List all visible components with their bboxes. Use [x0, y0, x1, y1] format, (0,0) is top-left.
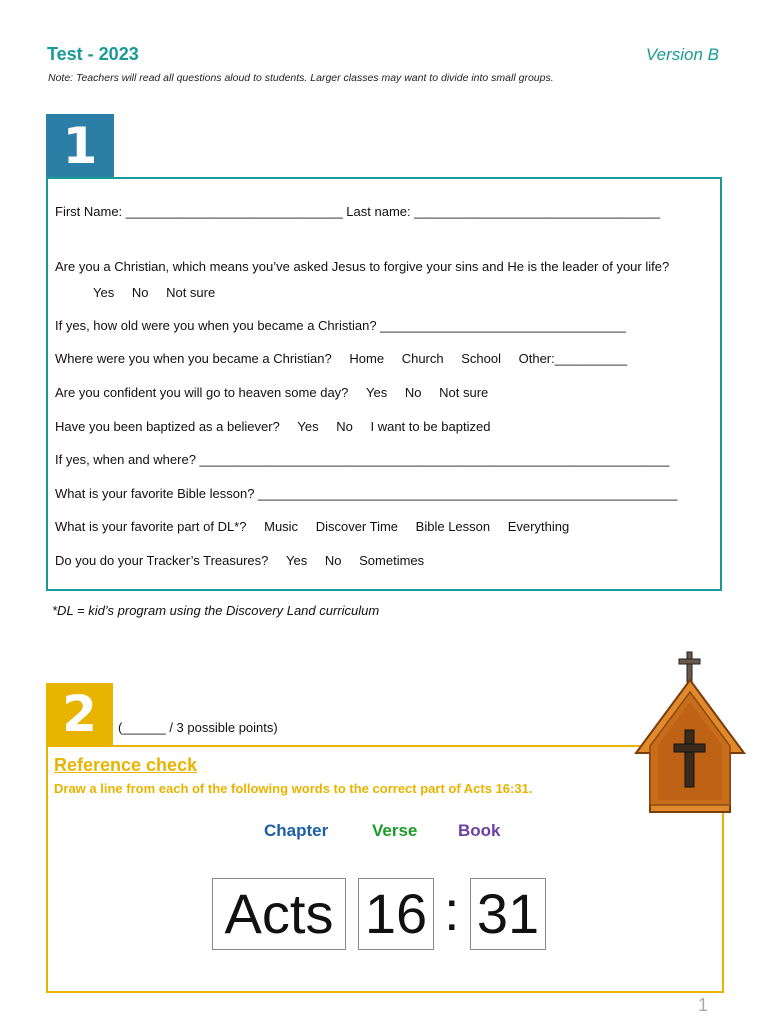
reference-verse-box[interactable]: 31	[470, 878, 546, 950]
reference-instruction: Draw a line from each of the following words to the correct part of Acts 16:31.	[54, 781, 533, 796]
reference-check-title: Reference check	[54, 755, 198, 775]
option[interactable]: Bible Lesson	[415, 519, 491, 534]
reference-colon: :	[444, 879, 460, 942]
when-where-question: If yes, when and where? _________________________________________________________________	[55, 452, 670, 467]
points-label: (______ / 3 possible points)	[118, 720, 278, 735]
christian-question: Are you a Christian, which means you’ve asked Jesus to forgive your sins and He is the leader of your life?	[55, 259, 670, 274]
option[interactable]: Not sure	[166, 285, 216, 300]
teacher-note: Note: Teachers will read all questions aloud to students. Larger classes may want to divide into small groups.	[48, 72, 554, 84]
where-question	[55, 351, 627, 366]
option[interactable]: No	[324, 553, 342, 568]
version-label: Version B	[645, 45, 719, 64]
dl-footnote: *DL = kid’s program using the Discovery Land curriculum	[52, 603, 380, 618]
option[interactable]: School	[461, 351, 501, 366]
page-number: 1	[697, 995, 708, 1015]
option[interactable]: Music	[264, 519, 299, 534]
section-2-number: 2	[46, 683, 113, 746]
word-book[interactable]: Book	[458, 821, 501, 840]
option[interactable]: Yes	[366, 385, 388, 400]
option[interactable]: Yes	[297, 419, 319, 434]
page-title: Test - 2023	[47, 44, 139, 64]
name-question: First Name: ______________________________ Last name: __________________________________	[55, 204, 661, 219]
bible-lesson-question: What is your favorite Bible lesson? __________________________________________________________	[55, 486, 678, 501]
section-1-number: 1	[46, 114, 114, 178]
option[interactable]: Sometimes	[359, 553, 425, 568]
option[interactable]: No	[131, 285, 149, 300]
section-1-box	[46, 177, 722, 591]
christian-options	[79, 285, 215, 300]
option[interactable]: Yes	[93, 285, 115, 300]
option[interactable]: Yes	[286, 553, 308, 568]
option[interactable]: I want to be baptized	[370, 419, 491, 434]
option[interactable]: No	[404, 385, 422, 400]
section-2-box	[46, 745, 724, 993]
reference-chapter-box[interactable]: 16	[358, 878, 434, 950]
baptized-question	[55, 419, 490, 434]
question-text: Are you confident you will go to heaven some day?	[55, 385, 349, 400]
heaven-question	[55, 385, 488, 400]
question-text: Do you do your Tracker’s Treasures?	[55, 553, 269, 568]
question-text: What is your favorite part of DL*?	[55, 519, 247, 534]
treasures-question	[55, 553, 424, 568]
question-text: Where were you when you became a Christian?	[55, 351, 332, 366]
option[interactable]: Home	[349, 351, 385, 366]
option[interactable]: Discover Time	[315, 519, 399, 534]
option[interactable]: Other:__________	[518, 351, 628, 366]
age-question: If yes, how old were you when you became a Christian? __________________________________	[55, 318, 626, 333]
reference-book-box[interactable]: Acts	[212, 878, 346, 950]
option[interactable]: No	[336, 419, 353, 434]
option[interactable]: Church	[401, 351, 444, 366]
word-chapter[interactable]: Chapter	[264, 821, 329, 840]
question-text: Have you been baptized as a believer?	[55, 419, 280, 434]
option[interactable]: Everything	[507, 519, 570, 534]
option[interactable]: Not sure	[439, 385, 489, 400]
favorite-part-question	[55, 519, 569, 534]
word-verse[interactable]: Verse	[372, 821, 418, 840]
church-icon	[632, 650, 748, 815]
